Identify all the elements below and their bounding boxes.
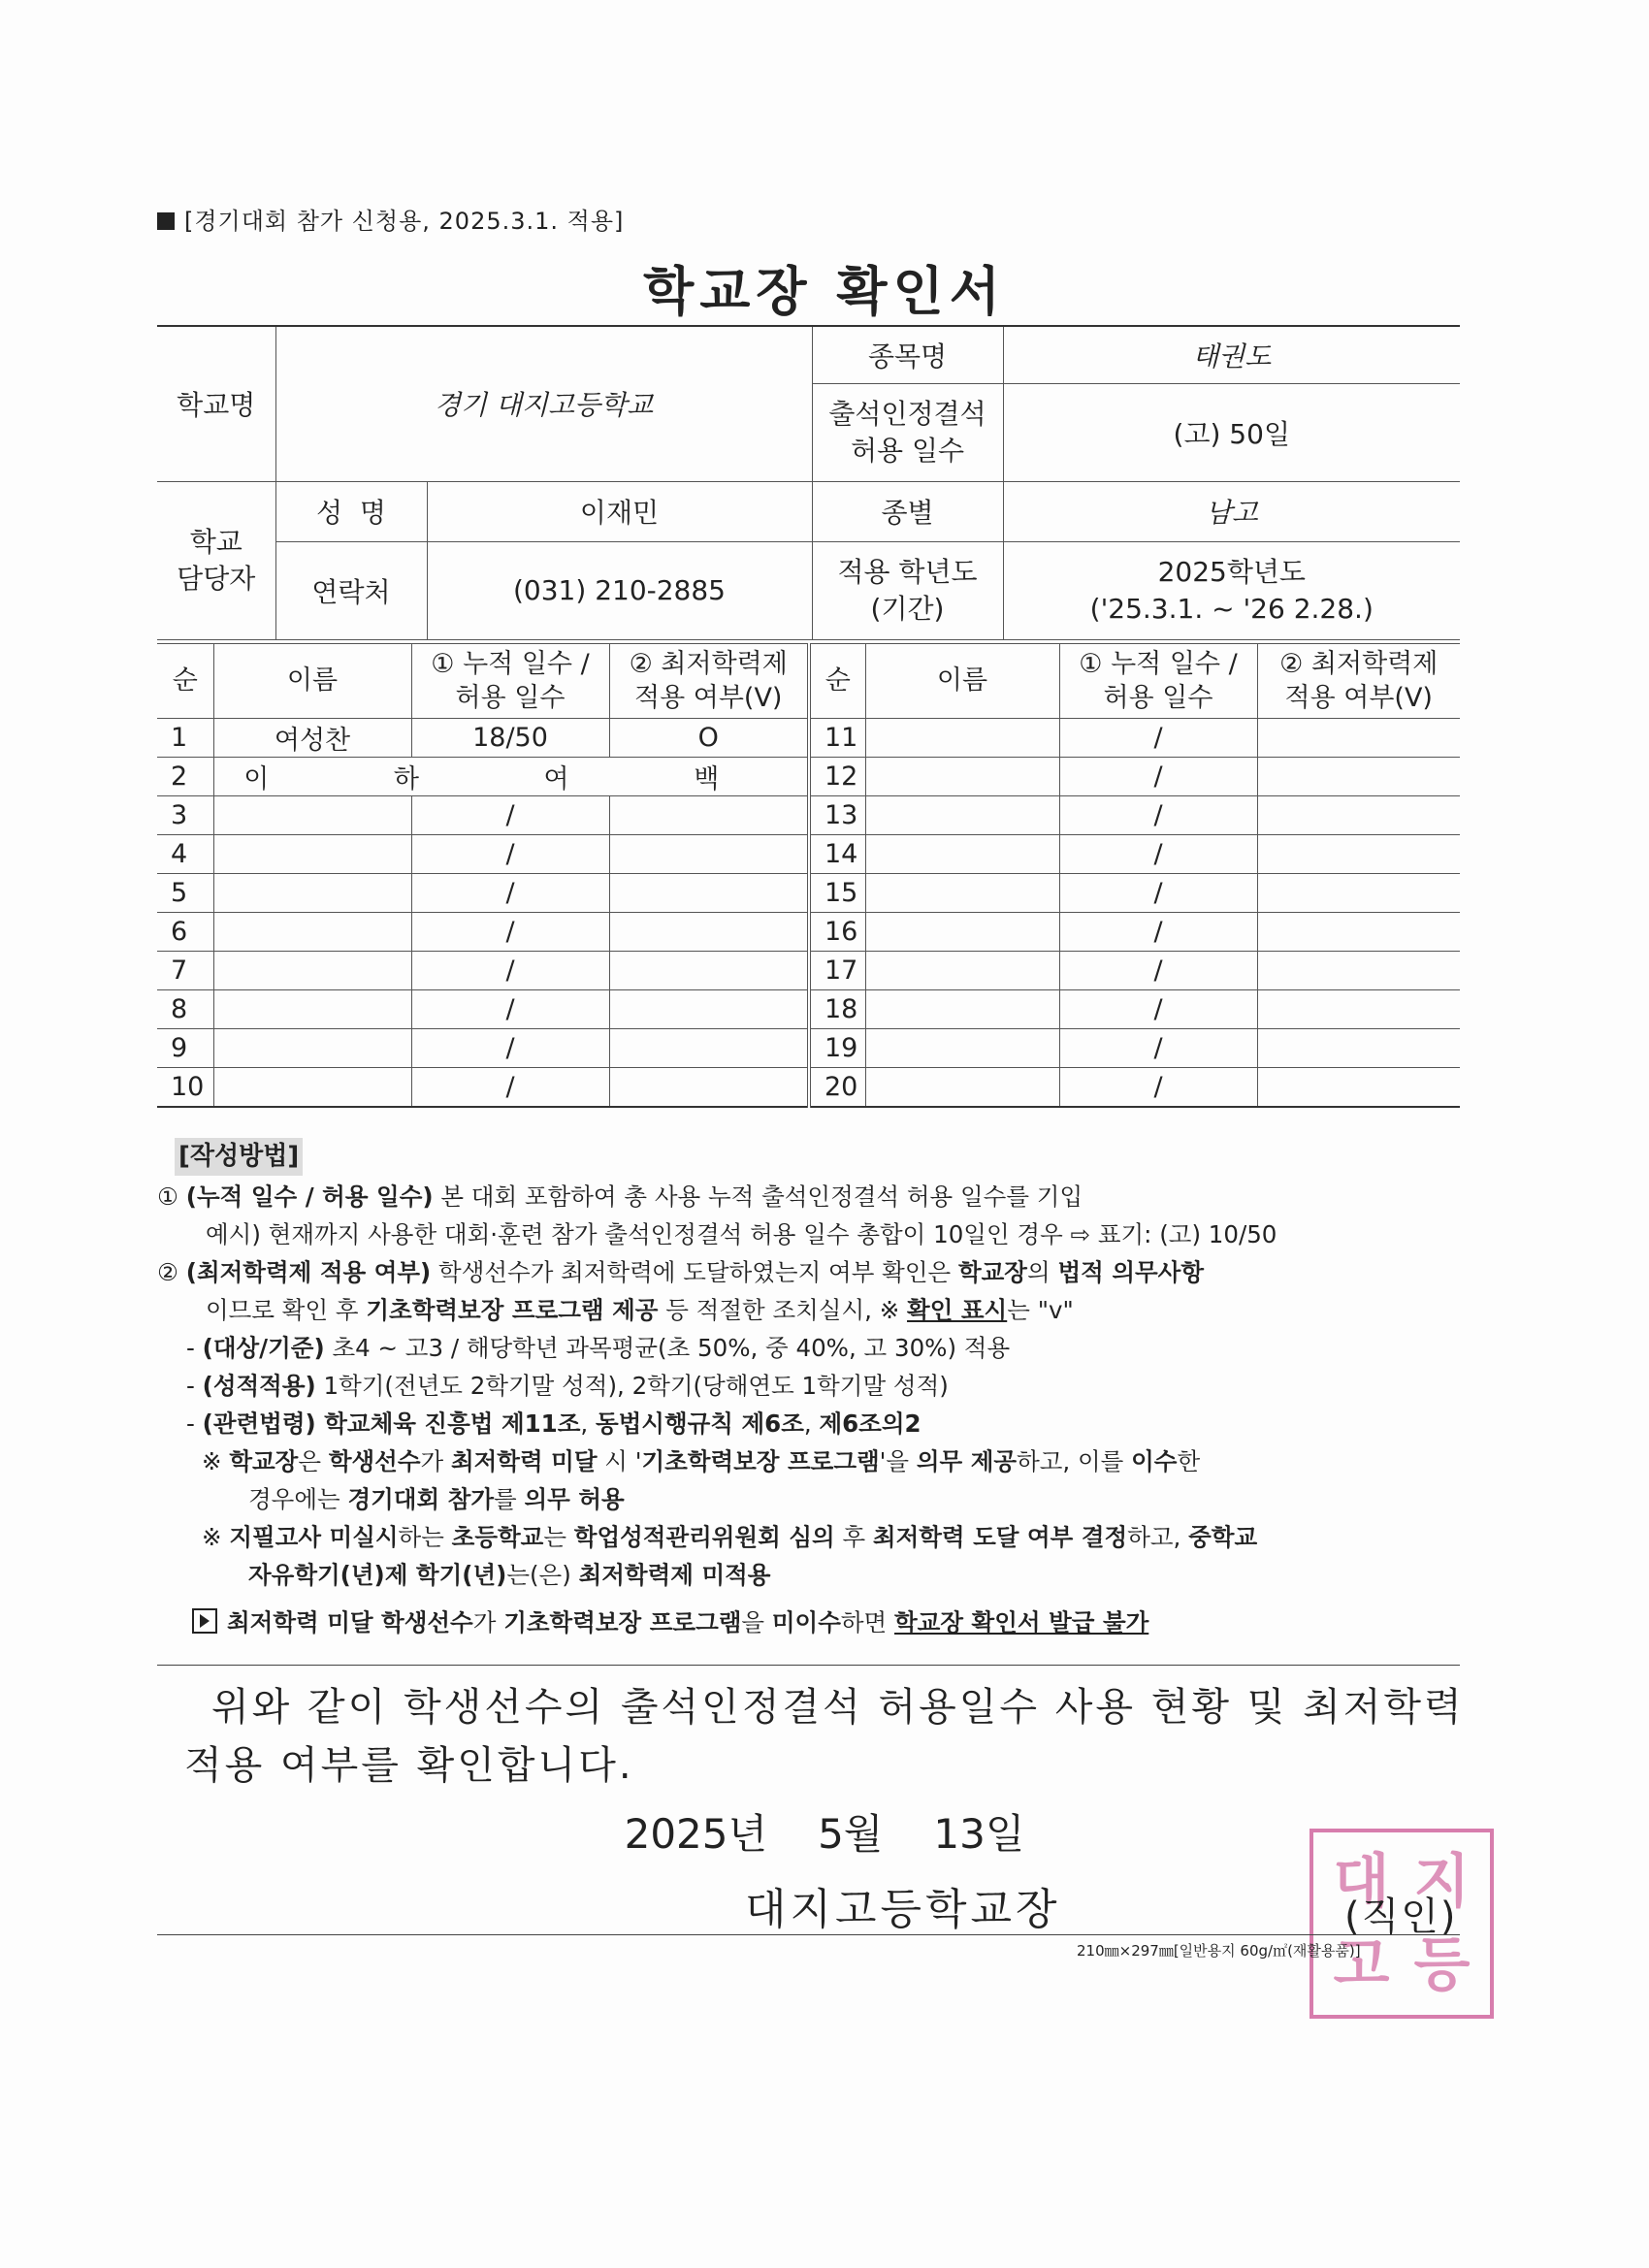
date-month: 5월	[818, 1810, 884, 1858]
manager-label-line1: 학교	[189, 525, 242, 558]
dash-mark: -	[186, 1409, 203, 1438]
absence-value: (고) 50일	[1003, 383, 1460, 481]
header-name-right: 이름	[865, 644, 1059, 719]
method-l3-bold-b: 학교장	[957, 1258, 1027, 1286]
date-day: 13일	[933, 1810, 1025, 1858]
contact-value: (031) 210-2885	[427, 541, 812, 639]
roster-days: /	[1059, 913, 1257, 952]
confirm-line1: 위와 같이 학생선수의 출석인정결석 허용일수 사용 현황 및 최저학력	[211, 1685, 1465, 1730]
roster-check	[1257, 990, 1460, 1029]
roster-name	[865, 1029, 1059, 1068]
method-l8-t1: 은	[298, 1447, 329, 1475]
roster-check	[609, 913, 809, 952]
roster-name	[865, 874, 1059, 913]
roster-days: /	[411, 952, 609, 990]
method-l8-t2: 가	[420, 1447, 451, 1475]
roster-no: 7	[157, 952, 213, 990]
table-row	[157, 990, 1460, 1029]
roster-no: 2	[157, 758, 213, 796]
reference-mark: ※	[202, 1447, 230, 1475]
method-l7-text: ,	[580, 1409, 596, 1438]
roster-name	[213, 874, 411, 913]
header-no-left: 순	[157, 644, 213, 719]
writing-method	[157, 1137, 1467, 1641]
header-days-line1: ① 누적 일수 /	[431, 648, 590, 679]
method-l12-t2: 을	[741, 1608, 772, 1636]
method-l7-bold: (관련법령) 학교체육 진흥법 제11조	[202, 1409, 581, 1438]
roster-days: /	[1059, 952, 1257, 990]
method-l4-bold-d: 확인 표시	[907, 1296, 1008, 1324]
roster-days: /	[1059, 835, 1257, 874]
method-l10-t1: 하는	[398, 1523, 452, 1551]
table-row	[157, 952, 1460, 990]
roster-days: /	[411, 835, 609, 874]
roster-days: /	[1059, 874, 1257, 913]
roster-no: 15	[809, 874, 865, 913]
reference-mark: ※	[202, 1523, 230, 1551]
method-l3-bold: (최저학력제 적용 여부)	[185, 1258, 432, 1286]
roster-name	[865, 952, 1059, 990]
roster-days: /	[1059, 1068, 1257, 1108]
gender-value: 남고	[1003, 481, 1460, 541]
roster-check	[1257, 952, 1460, 990]
method-l12-b2: 기초학력보장 프로그램	[503, 1608, 742, 1636]
header-min-right	[1257, 644, 1460, 719]
header-min-line2: 적용 여부(V)	[1284, 683, 1433, 713]
year-value-line1: 2025학년도	[1157, 555, 1306, 588]
roster-no: 11	[809, 719, 865, 758]
confirm-line2: 적용 여부를 확인합니다.	[184, 1743, 634, 1788]
school-label: 학교명	[157, 326, 275, 481]
seal-char: 등	[1413, 1931, 1471, 1999]
method-l10-t2: 는	[543, 1523, 574, 1551]
year-label	[812, 541, 1003, 639]
table-row	[157, 1029, 1460, 1068]
seal-char: 지	[1413, 1848, 1471, 1916]
absence-label-line1: 출석인정결석	[828, 397, 986, 430]
method-l12-t1: 가	[472, 1608, 504, 1636]
method-l8-b2: 학생선수	[328, 1447, 421, 1475]
method-l7-text-c: ,	[803, 1409, 820, 1438]
manager-label-line2: 담당자	[177, 562, 256, 595]
roster-table	[157, 643, 1460, 1108]
circle-two-mark: ②	[157, 1258, 186, 1286]
roster-days: /	[411, 990, 609, 1029]
roster-name	[213, 835, 411, 874]
method-l10-t4: 하고,	[1127, 1523, 1189, 1551]
roster-name	[865, 913, 1059, 952]
method-l8-b3: 최저학력 미달	[450, 1447, 598, 1475]
roster-no: 20	[809, 1068, 865, 1108]
roster-no: 10	[157, 1068, 213, 1108]
roster-name	[213, 796, 411, 835]
method-l8-t5: 하고, 이를	[1017, 1447, 1132, 1475]
roster-no: 18	[809, 990, 865, 1029]
method-l8-t3: 시 '	[597, 1447, 642, 1475]
roster-check	[609, 874, 809, 913]
gender-label: 종별	[812, 481, 1003, 541]
method-l1-text: 본 대회 포함하여 총 사용 누적 출석인정결석 허용 일수를 기입	[433, 1183, 1083, 1211]
roster-days: /	[411, 874, 609, 913]
roster-check	[1257, 719, 1460, 758]
method-l10-b3: 학업성적관리위원회 심의	[573, 1523, 835, 1551]
name-value: 이재민	[427, 481, 812, 541]
header-days-line2: 허용 일수	[455, 683, 566, 713]
roster-check	[1257, 758, 1460, 796]
method-l12-bu: 학교장 확인서 발급 불가	[894, 1608, 1149, 1636]
header-days-right	[1059, 644, 1257, 719]
table-row	[157, 1068, 1460, 1108]
method-l6-bold: (성적적용)	[202, 1372, 316, 1400]
contact-label: 연락처	[275, 541, 427, 639]
sport-value: 태권도	[1003, 326, 1460, 383]
method-l4-text: 이므로 확인 후	[206, 1296, 367, 1324]
year-label-line2: (기간)	[870, 592, 945, 625]
roster-days: /	[411, 1068, 609, 1108]
year-value-line2: ('25.3.1. ~ '26 2.28.)	[1089, 592, 1374, 625]
seal-char: 고	[1333, 1931, 1390, 1999]
roster-check	[609, 952, 809, 990]
method-l3-text: 학생선수가 최저학력에 도달하였는지 여부 확인은	[431, 1258, 958, 1286]
roster-no: 17	[809, 952, 865, 990]
method-l7-bold-b: 동법시행규칙 제6조	[595, 1409, 804, 1438]
method-l11-t1: 는(은)	[506, 1561, 579, 1589]
seal-label: (직인)	[1344, 1895, 1458, 1939]
method-l2-text: 예시) 현재까지 사용한 대회·훈련 참가 출석인정결석 허용 일수 총합이 10일인 경우 ⇨ 표기: (고) 10/50	[206, 1220, 1277, 1248]
method-l9-b2: 의무 허용	[524, 1485, 625, 1513]
roster-name	[213, 990, 411, 1029]
roster-name: 이 하 여 백	[213, 758, 809, 796]
roster-no: 12	[809, 758, 865, 796]
arrow-box-icon	[192, 1608, 217, 1634]
paper-spec-note: 210㎜×297㎜[일반용지 60g/㎡(재활용품)]	[1077, 1942, 1361, 1960]
sport-label: 종목명	[812, 326, 1003, 383]
method-l5-bold: (대상/기준)	[202, 1334, 325, 1362]
year-label-line1: 적용 학년도	[837, 555, 978, 588]
roster-name	[213, 1029, 411, 1068]
table-row	[157, 874, 1460, 913]
header-no-right: 순	[809, 644, 865, 719]
roster-check	[609, 835, 809, 874]
roster-check	[609, 990, 809, 1029]
confirmation-statement	[184, 1678, 1465, 1795]
method-l8-b4: 기초학력보장 프로그램	[641, 1447, 880, 1475]
roster-check	[1257, 796, 1460, 835]
dash-mark: -	[186, 1334, 203, 1362]
roster-check: O	[609, 719, 809, 758]
header-min-left	[609, 644, 809, 719]
header-min-line2: 적용 여부(V)	[634, 683, 783, 713]
method-l7-bold-d: 제6조의2	[819, 1409, 922, 1438]
roster-days: /	[1059, 758, 1257, 796]
header-min-line1: ② 최저학력제	[629, 648, 788, 679]
date-year: 2025년	[624, 1810, 768, 1858]
square-bullet-icon	[157, 212, 175, 230]
seal-char: 대	[1333, 1848, 1390, 1916]
roster-days: /	[411, 1029, 609, 1068]
roster-days: /	[1059, 990, 1257, 1029]
method-l11-b1: 자유학기(년)제 학기(년)	[248, 1561, 507, 1589]
method-l1-bold: (누적 일수 / 허용 일수)	[185, 1183, 434, 1211]
method-l4-text-c: 등 적절한 조치실시, ※	[658, 1296, 908, 1324]
roster-check	[1257, 1029, 1460, 1068]
roster-days: 18/50	[411, 719, 609, 758]
roster-name	[213, 1068, 411, 1108]
method-l10-b1: 지필고사 미실시	[229, 1523, 399, 1551]
method-l8-t4: '을	[879, 1447, 917, 1475]
method-title: [작성방법]	[175, 1138, 303, 1176]
roster-no: 13	[809, 796, 865, 835]
method-l11-b2: 최저학력제 미적용	[578, 1561, 771, 1589]
roster-no: 9	[157, 1029, 213, 1068]
method-l9-t1: 경우에는	[248, 1485, 348, 1513]
roster-name	[865, 758, 1059, 796]
method-l10-t3: 후	[834, 1523, 873, 1551]
table-row	[157, 719, 1460, 758]
header-days-left	[411, 644, 609, 719]
roster-name	[865, 835, 1059, 874]
roster-days: /	[1059, 796, 1257, 835]
method-l12-b1: 최저학력 미달 학생선수	[227, 1608, 473, 1636]
method-l8-b5: 의무 제공	[916, 1447, 1018, 1475]
manager-label	[157, 481, 275, 639]
roster-name	[213, 952, 411, 990]
method-l9-t2: 를	[494, 1485, 525, 1513]
method-l10-b4: 최저학력 도달 여부 결정	[872, 1523, 1128, 1551]
header-name-left: 이름	[213, 644, 411, 719]
method-l6-text: 1학기(전년도 2학기말 성적), 2학기(당해연도 1학기말 성적)	[315, 1372, 949, 1400]
roster-days: /	[1059, 1029, 1257, 1068]
method-l8-t6: 한	[1177, 1447, 1201, 1475]
roster-check	[609, 796, 809, 835]
roster-no: 4	[157, 835, 213, 874]
header-days-line2: 허용 일수	[1103, 683, 1213, 713]
method-l4-text-e: 는 "v"	[1007, 1296, 1074, 1324]
year-value	[1003, 541, 1460, 639]
header-min-line1: ② 최저학력제	[1279, 648, 1439, 679]
method-l3-text-c: 의	[1026, 1258, 1058, 1286]
circle-one-mark: ①	[157, 1183, 186, 1211]
roster-no: 16	[809, 913, 865, 952]
method-l4-bold: 기초학력보장 프로그램 제공	[366, 1296, 659, 1324]
method-l8-b6: 이수	[1131, 1447, 1178, 1475]
roster-days: /	[411, 913, 609, 952]
roster-check	[1257, 874, 1460, 913]
method-l9-b1: 경기대회 참가	[347, 1485, 494, 1513]
table-row	[157, 913, 1460, 952]
roster-days: /	[1059, 719, 1257, 758]
dash-mark: -	[186, 1372, 203, 1400]
method-l10-b5: 중학교	[1188, 1523, 1258, 1551]
method-l12-b3: 미이수	[771, 1608, 841, 1636]
roster-check	[1257, 835, 1460, 874]
roster-no: 6	[157, 913, 213, 952]
header-note-text: [경기대회 참가 신청용, 2025.3.1. 적용]	[184, 208, 625, 235]
absence-label	[812, 383, 1003, 481]
method-l12-t3: 하면	[840, 1608, 895, 1636]
table-row	[157, 796, 1460, 835]
table-row	[157, 835, 1460, 874]
method-l8-b1: 학교장	[229, 1447, 299, 1475]
roster-no: 5	[157, 874, 213, 913]
roster-name	[865, 796, 1059, 835]
school-value: 경기 대지고등학교	[275, 326, 812, 481]
method-l5-text: 초4 ~ 고3 / 해당학년 과목평균(초 50%, 중 40%, 고 30%) 적용	[324, 1334, 1011, 1362]
principal-title: 대지고등학교장	[745, 1885, 1061, 1934]
document-title: 학교장 확인서	[643, 261, 1006, 322]
table-row	[157, 758, 1460, 796]
roster-no: 19	[809, 1029, 865, 1068]
roster-check	[609, 1068, 809, 1108]
absence-label-line2: 허용 일수	[850, 434, 965, 467]
method-l3-bold-d: 법적 의무사항	[1057, 1258, 1204, 1286]
header-note	[157, 202, 624, 236]
roster-days: /	[411, 796, 609, 835]
roster-no: 14	[809, 835, 865, 874]
roster-check	[609, 1029, 809, 1068]
roster-check	[1257, 1068, 1460, 1108]
header-days-line1: ① 누적 일수 /	[1079, 648, 1238, 679]
divider-line	[157, 1665, 1460, 1666]
divider-line	[157, 1934, 1460, 1935]
info-table	[157, 325, 1460, 640]
roster-name	[865, 719, 1059, 758]
roster-no: 1	[157, 719, 213, 758]
roster-check	[1257, 913, 1460, 952]
roster-name	[865, 990, 1059, 1029]
roster-name	[865, 1068, 1059, 1108]
roster-no: 8	[157, 990, 213, 1029]
roster-name	[213, 913, 411, 952]
roster-name: 여성찬	[213, 719, 411, 758]
roster-no: 3	[157, 796, 213, 835]
name-label: 성 명	[275, 481, 427, 541]
method-l10-b2: 초등학교	[451, 1523, 544, 1551]
